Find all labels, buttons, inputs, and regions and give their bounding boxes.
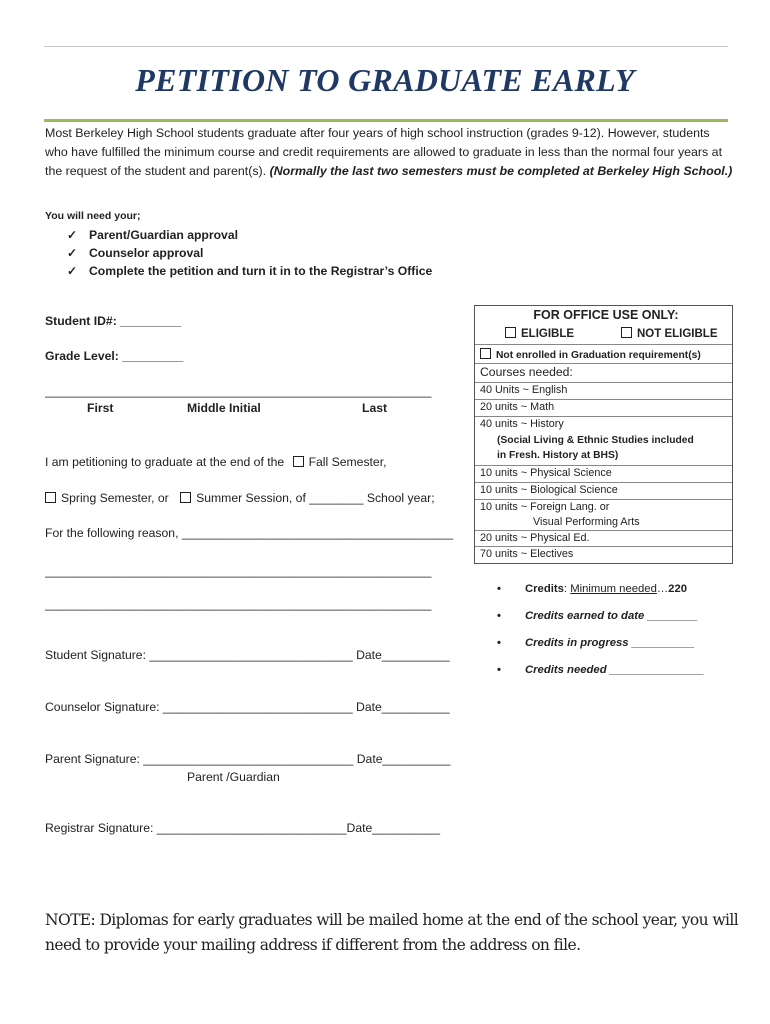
fall-semester-checkbox[interactable] <box>293 456 304 467</box>
counselor-signature-field[interactable]: Counselor Signature: ____________________________ Date__________ <box>45 700 450 714</box>
office-row-history: 40 units ~ History <box>480 418 564 430</box>
requirement-item: ✓ Counselor approval <box>67 246 204 260</box>
name-last-label: Last <box>362 401 388 415</box>
eligibility-row: ELIGIBLE NOT ELIGIBLE <box>475 326 732 345</box>
office-row-foreign-lang: 10 units ~ Foreign Lang. or <box>480 501 610 513</box>
bullet-icon: • <box>497 610 501 622</box>
bullet-icon: • <box>497 664 501 676</box>
spring-semester-checkbox[interactable] <box>45 492 56 503</box>
petition-line: I am petitioning to graduate at the end of the Fall Semester, <box>45 455 387 469</box>
credits-minimum-item: • Credits: Minimum needed…220 <box>500 576 704 603</box>
office-row-physical-ed: 20 units ~ Physical Ed. <box>475 531 732 547</box>
credits-needed-item[interactable]: • Credits needed _______________ <box>500 657 704 684</box>
not-enrolled-row: Not enrolled in Graduation requirement(s) <box>475 345 732 364</box>
checkmark-icon: ✓ <box>67 264 78 278</box>
name-line[interactable]: _________________________________________________________ <box>45 384 432 398</box>
office-use-box <box>474 305 733 564</box>
office-row-visual-arts: Visual Performing Arts <box>475 516 732 531</box>
checkmark-icon: ✓ <box>67 228 78 242</box>
parent-guardian-caption: Parent /Guardian <box>187 770 280 784</box>
requirement-item: ✓ Complete the petition and turn it in to the Registrar’s Office <box>67 264 433 278</box>
requirements-list <box>67 226 432 280</box>
reason-line-3[interactable]: _________________________________________________________ <box>45 597 432 611</box>
office-row-math: 20 units ~ Math <box>475 400 732 417</box>
eligible-checkbox[interactable] <box>505 327 516 338</box>
top-rule <box>44 46 728 47</box>
not-enrolled-checkbox[interactable] <box>480 348 491 359</box>
office-row-social-2: in Fresh. History at BHS) <box>475 450 732 466</box>
title-underline <box>44 119 728 122</box>
office-row-biological-science: 10 units ~ Biological Science <box>475 483 732 500</box>
office-row-social-1: (Social Living & Ethnic Studies included <box>497 435 694 446</box>
bullet-icon: • <box>497 583 501 595</box>
reason-field[interactable]: For the following reason, ________________________________________ <box>45 526 453 540</box>
bullet-icon: • <box>497 637 501 649</box>
office-row-physical-science: 10 units ~ Physical Science <box>475 466 732 483</box>
name-first-label: First <box>87 401 114 415</box>
credits-list <box>497 576 704 684</box>
office-heading: FOR OFFICE USE ONLY: <box>533 308 679 322</box>
credits-in-progress-item[interactable]: • Credits in progress __________ <box>500 630 704 657</box>
note-text: NOTE: Diplomas for early graduates will be mailed home at the end of the school year, you will need to provide your mailing address if different from the address on file. <box>45 911 739 954</box>
courses-needed-row: Courses needed: <box>475 364 732 383</box>
requirement-item: ✓ Parent/Guardian approval <box>67 228 238 242</box>
reason-line-2[interactable]: _________________________________________________________ <box>45 564 432 578</box>
not-eligible-checkbox[interactable] <box>621 327 632 338</box>
office-row-electives: 70 units ~ Electives <box>480 548 574 560</box>
session-line: Spring Semester, or Summer Session, of ________ School year; <box>45 491 435 505</box>
credits-earned-item[interactable]: • Credits earned to date ________ <box>500 603 704 630</box>
office-row-english: 40 Units ~ English <box>475 383 732 400</box>
requirements-heading: You will need your; <box>45 210 141 222</box>
grade-level-field[interactable]: Grade Level: _________ <box>45 349 184 363</box>
parent-signature-field[interactable]: Parent Signature: _______________________________ Date__________ <box>45 752 451 766</box>
name-middle-label: Middle Initial <box>187 401 261 415</box>
page-title: PETITION TO GRADUATE EARLY <box>135 62 635 98</box>
checkmark-icon: ✓ <box>67 246 78 260</box>
student-id-field[interactable]: Student ID#: _________ <box>45 314 182 328</box>
student-signature-field[interactable]: Student Signature: ______________________________ Date__________ <box>45 648 450 662</box>
intro-paragraph <box>45 124 735 181</box>
summer-session-checkbox[interactable] <box>180 492 191 503</box>
intro-emphasis: (Normally the last two semesters must be completed at Berkeley High School.) <box>269 164 733 178</box>
intro-text: Most Berkeley High School students graduate after four years of high school instruction (grades 9-12). However, students who have fulfilled the minimum course and credit requirements are allowed to graduate in less than the normal four years at the request of the student and parent(s). <box>45 126 723 178</box>
registrar-signature-field[interactable]: Registrar Signature: ____________________________Date__________ <box>45 821 441 835</box>
